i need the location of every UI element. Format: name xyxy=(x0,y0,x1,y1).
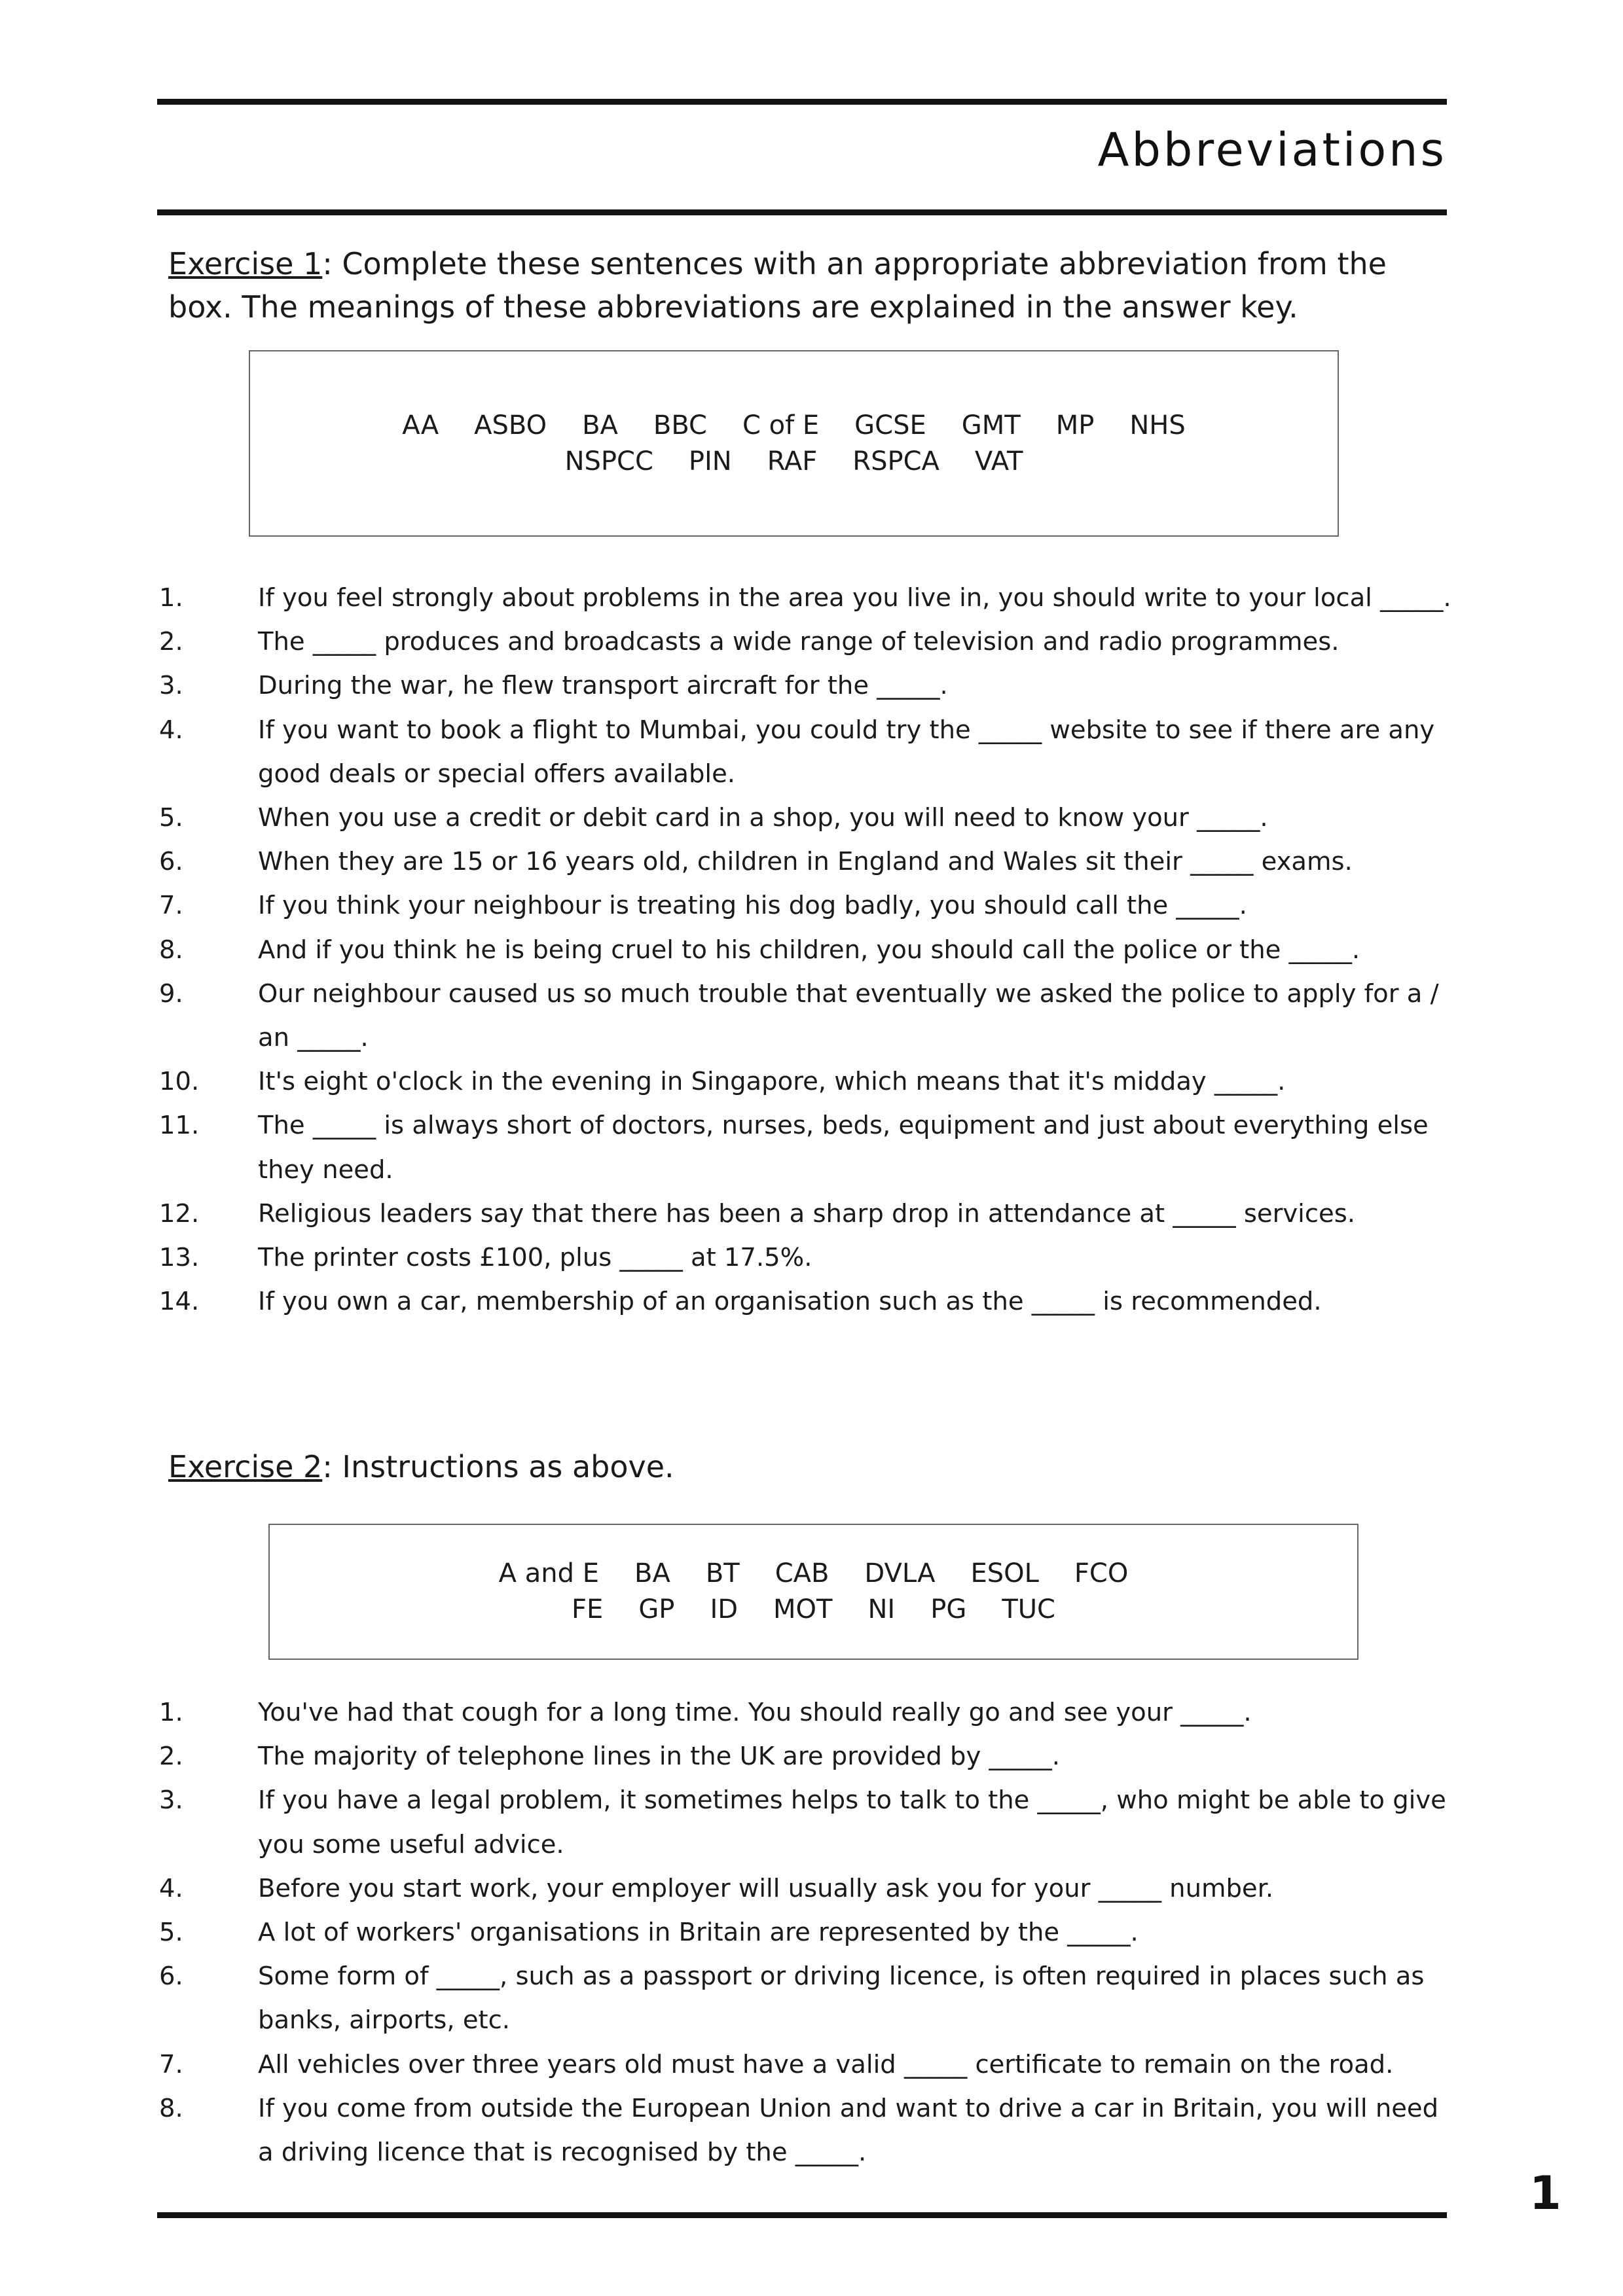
question-text: If you feel strongly about problems in the area you live in, you should write to your local _____. xyxy=(258,583,1451,613)
word-box-row xyxy=(547,444,1041,480)
abbreviation-option: FCO xyxy=(1074,1558,1129,1588)
question-text: During the war, he flew transport aircraft for the _____. xyxy=(258,671,948,701)
question-text: Our neighbour caused us so much trouble that eventually we asked the police to apply for a / an _____. xyxy=(258,978,1439,1053)
question-number: 10. xyxy=(159,1067,200,1097)
exercise-1-label: Exercise 1 xyxy=(168,246,323,281)
question-number: 14. xyxy=(159,1287,200,1317)
question-item xyxy=(0,1867,1623,1910)
question-item xyxy=(0,1734,1623,1778)
abbreviation-option: TUC xyxy=(1002,1594,1055,1624)
exercise-2-label: Exercise 2 xyxy=(168,1449,323,1484)
abbreviation-option: ID xyxy=(710,1594,739,1624)
question-number: 13. xyxy=(159,1243,200,1273)
top-rule xyxy=(157,99,1447,105)
question-item xyxy=(0,1060,1623,1103)
question-text: Before you start work, your employer will usually ask you for your _____ number. xyxy=(258,1873,1274,1903)
question-number: 1. xyxy=(159,1698,183,1727)
question-text: If you think your neighbour is treating his dog badly, you should call the _____. xyxy=(258,891,1247,921)
question-text: If you want to book a flight to Mumbai, you could try the _____ website to see if there are any good deals or special offers available. xyxy=(258,715,1435,789)
question-number: 6. xyxy=(159,1962,183,1992)
question-text: The _____ produces and broadcasts a wide range of television and radio programmes. xyxy=(258,627,1340,657)
question-text: The _____ is always short of doctors, nurses, beds, equipment and just about everything else they need. xyxy=(258,1111,1429,1185)
question-item xyxy=(0,664,1623,708)
abbreviation-option: GP xyxy=(638,1594,675,1624)
page-number: 1 xyxy=(1529,2166,1561,2220)
abbreviation-option: BT xyxy=(705,1558,740,1588)
abbreviation-option: GCSE xyxy=(854,410,926,440)
question-text: All vehicles over three years old must have a valid _____ certificate to remain on the road. xyxy=(258,2049,1394,2079)
question-text: The printer costs £100, plus _____ at 17.5%. xyxy=(258,1243,812,1273)
question-text: And if you think he is being cruel to his children, you should call the police or the _____. xyxy=(258,935,1360,965)
question-number: 8. xyxy=(159,2093,183,2123)
page-title: Abbreviations xyxy=(1097,123,1447,177)
question-number: 5. xyxy=(159,803,183,833)
question-text: When they are 15 or 16 years old, children in England and Wales sit their _____ exams. xyxy=(258,847,1353,877)
question-item xyxy=(0,708,1623,796)
question-item xyxy=(0,1280,1623,1323)
word-box-row xyxy=(384,408,1203,444)
abbreviation-option: BA xyxy=(634,1558,670,1588)
question-item xyxy=(0,840,1623,884)
question-text: It's eight o'clock in the evening in Singapore, which means that it's midday _____. xyxy=(258,1067,1286,1097)
word-box-row xyxy=(554,1592,1073,1628)
title-rule xyxy=(157,209,1447,215)
abbreviation-option: NI xyxy=(867,1594,896,1624)
question-number: 3. xyxy=(159,1785,183,1816)
question-number: 5. xyxy=(159,1918,183,1948)
abbreviation-option: VAT xyxy=(974,446,1023,476)
question-text: If you have a legal problem, it sometimes helps to talk to the _____, who might be able to give you some useful advice. xyxy=(258,1785,1446,1859)
question-text: A lot of workers' organisations in Britain are represented by the _____. xyxy=(258,1918,1139,1948)
word-box-row xyxy=(481,1556,1146,1592)
abbreviation-option: DVLA xyxy=(864,1558,936,1588)
question-number: 7. xyxy=(159,891,183,921)
exercise-2-instructions: : Instructions as above. xyxy=(322,1449,674,1484)
question-item xyxy=(0,928,1623,972)
question-number: 4. xyxy=(159,715,183,745)
question-number: 3. xyxy=(159,671,183,701)
question-item xyxy=(0,884,1623,927)
question-number: 11. xyxy=(159,1111,200,1141)
abbreviation-option: NHS xyxy=(1129,410,1186,440)
abbreviation-option: A and E xyxy=(498,1558,599,1588)
question-item xyxy=(0,576,1623,620)
abbreviation-option: PG xyxy=(930,1594,967,1624)
exercise-2-intro xyxy=(168,1445,1445,1488)
question-text: If you come from outside the European Union and want to drive a car in Britain, you will need a driving licence that is recognised by the _____. xyxy=(258,2093,1439,2168)
question-number: 8. xyxy=(159,935,183,965)
abbreviation-option: RAF xyxy=(767,446,818,476)
question-item xyxy=(0,2043,1623,2087)
question-number: 9. xyxy=(159,978,183,1009)
question-item xyxy=(0,1236,1623,1280)
question-text: You've had that cough for a long time. You should really go and see your _____. xyxy=(258,1698,1252,1727)
abbreviation-option: AA xyxy=(402,410,439,440)
abbreviation-option: ESOL xyxy=(970,1558,1039,1588)
abbreviation-option: MOT xyxy=(773,1594,833,1624)
abbreviation-option: BA xyxy=(582,410,618,440)
exercise-2-word-box xyxy=(268,1524,1359,1660)
question-item xyxy=(0,1103,1623,1191)
abbreviation-option: RSPCA xyxy=(852,446,939,476)
question-item xyxy=(0,2087,1623,2174)
question-item xyxy=(0,1910,1623,1954)
question-item xyxy=(0,620,1623,664)
question-item xyxy=(0,1192,1623,1236)
question-text: If you own a car, membership of an organisation such as the _____ is recommended. xyxy=(258,1287,1322,1317)
abbreviation-option: BBC xyxy=(653,410,707,440)
abbreviation-option: GMT xyxy=(961,410,1021,440)
question-item xyxy=(0,972,1623,1060)
abbreviation-option: PIN xyxy=(688,446,732,476)
exercise-2-questions xyxy=(0,1691,1623,2174)
abbreviation-option: FE xyxy=(572,1594,604,1624)
question-item xyxy=(0,1778,1623,1866)
question-number: 2. xyxy=(159,1742,183,1772)
question-text: When you use a credit or debit card in a shop, you will need to know your _____. xyxy=(258,803,1268,833)
question-item xyxy=(0,1954,1623,2042)
exercise-1-instructions: : Complete these sentences with an appropriate abbreviation from the box. The meanings of these abbreviations are explained in the answer key. xyxy=(168,246,1387,325)
question-text: The majority of telephone lines in the UK are provided by _____. xyxy=(258,1742,1060,1772)
abbreviation-option: C of E xyxy=(742,410,820,440)
question-number: 7. xyxy=(159,2049,183,2079)
abbreviation-option: NSPCC xyxy=(564,446,653,476)
question-number: 2. xyxy=(159,627,183,657)
abbreviation-option: MP xyxy=(1055,410,1095,440)
exercise-1-intro xyxy=(168,242,1445,329)
question-text: Religious leaders say that there has been a sharp drop in attendance at _____ services. xyxy=(258,1198,1356,1229)
question-number: 1. xyxy=(159,583,183,613)
question-number: 12. xyxy=(159,1198,200,1229)
question-text: Some form of _____, such as a passport or driving licence, is often required in places such as banks, airports, etc. xyxy=(258,1962,1425,2036)
exercise-1-word-box xyxy=(249,350,1339,537)
question-item xyxy=(0,1691,1623,1734)
abbreviation-option: ASBO xyxy=(474,410,547,440)
question-number: 4. xyxy=(159,1873,183,1903)
question-item xyxy=(0,796,1623,840)
abbreviation-option: CAB xyxy=(775,1558,830,1588)
exercise-1-questions xyxy=(0,576,1623,1323)
question-number: 6. xyxy=(159,847,183,877)
bottom-rule xyxy=(157,2212,1447,2218)
